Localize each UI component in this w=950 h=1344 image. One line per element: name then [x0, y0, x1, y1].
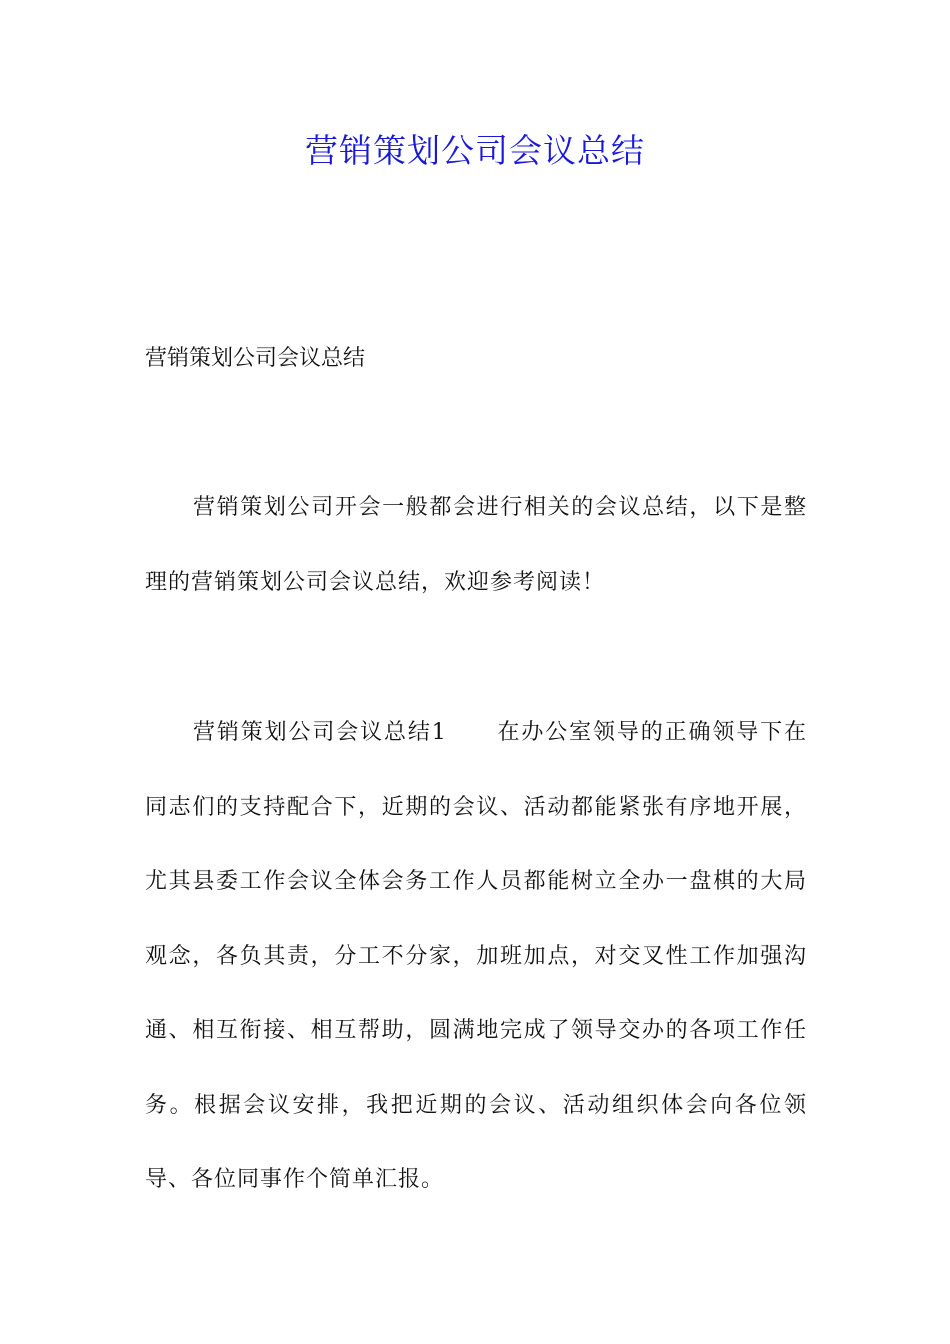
intro-paragraph: 营销策划公司开会一般都会进行相关的会议总结，以下是整理的营销策划公司会议总结，欢迎参考阅读！ — [145, 495, 807, 595]
document-title: 营销策划公司会议总结 — [305, 131, 645, 170]
document-subtitle: 营销策划公司会议总结 — [145, 346, 366, 371]
section-paragraph — [145, 696, 807, 1218]
section-body: 在办公室领导的正确领导下在同志们的支持配合下，近期的会议、活动都能紧张有序地开展，尤其县委工作会议全体会务工作人员都能树立全办一盘棋的大局观念，各负其责，分工不分家，加班加点，对交叉性工作加强沟通、相互衔接、相互帮助，圆满地完成了领导交办的各项工作任务。根据会议安排，我把近期的会议、活动组织体会向各位领导、各位同事作个简单汇报。 — [145, 720, 807, 1192]
section-heading: 营销策划公司会议总结1 — [193, 720, 447, 745]
